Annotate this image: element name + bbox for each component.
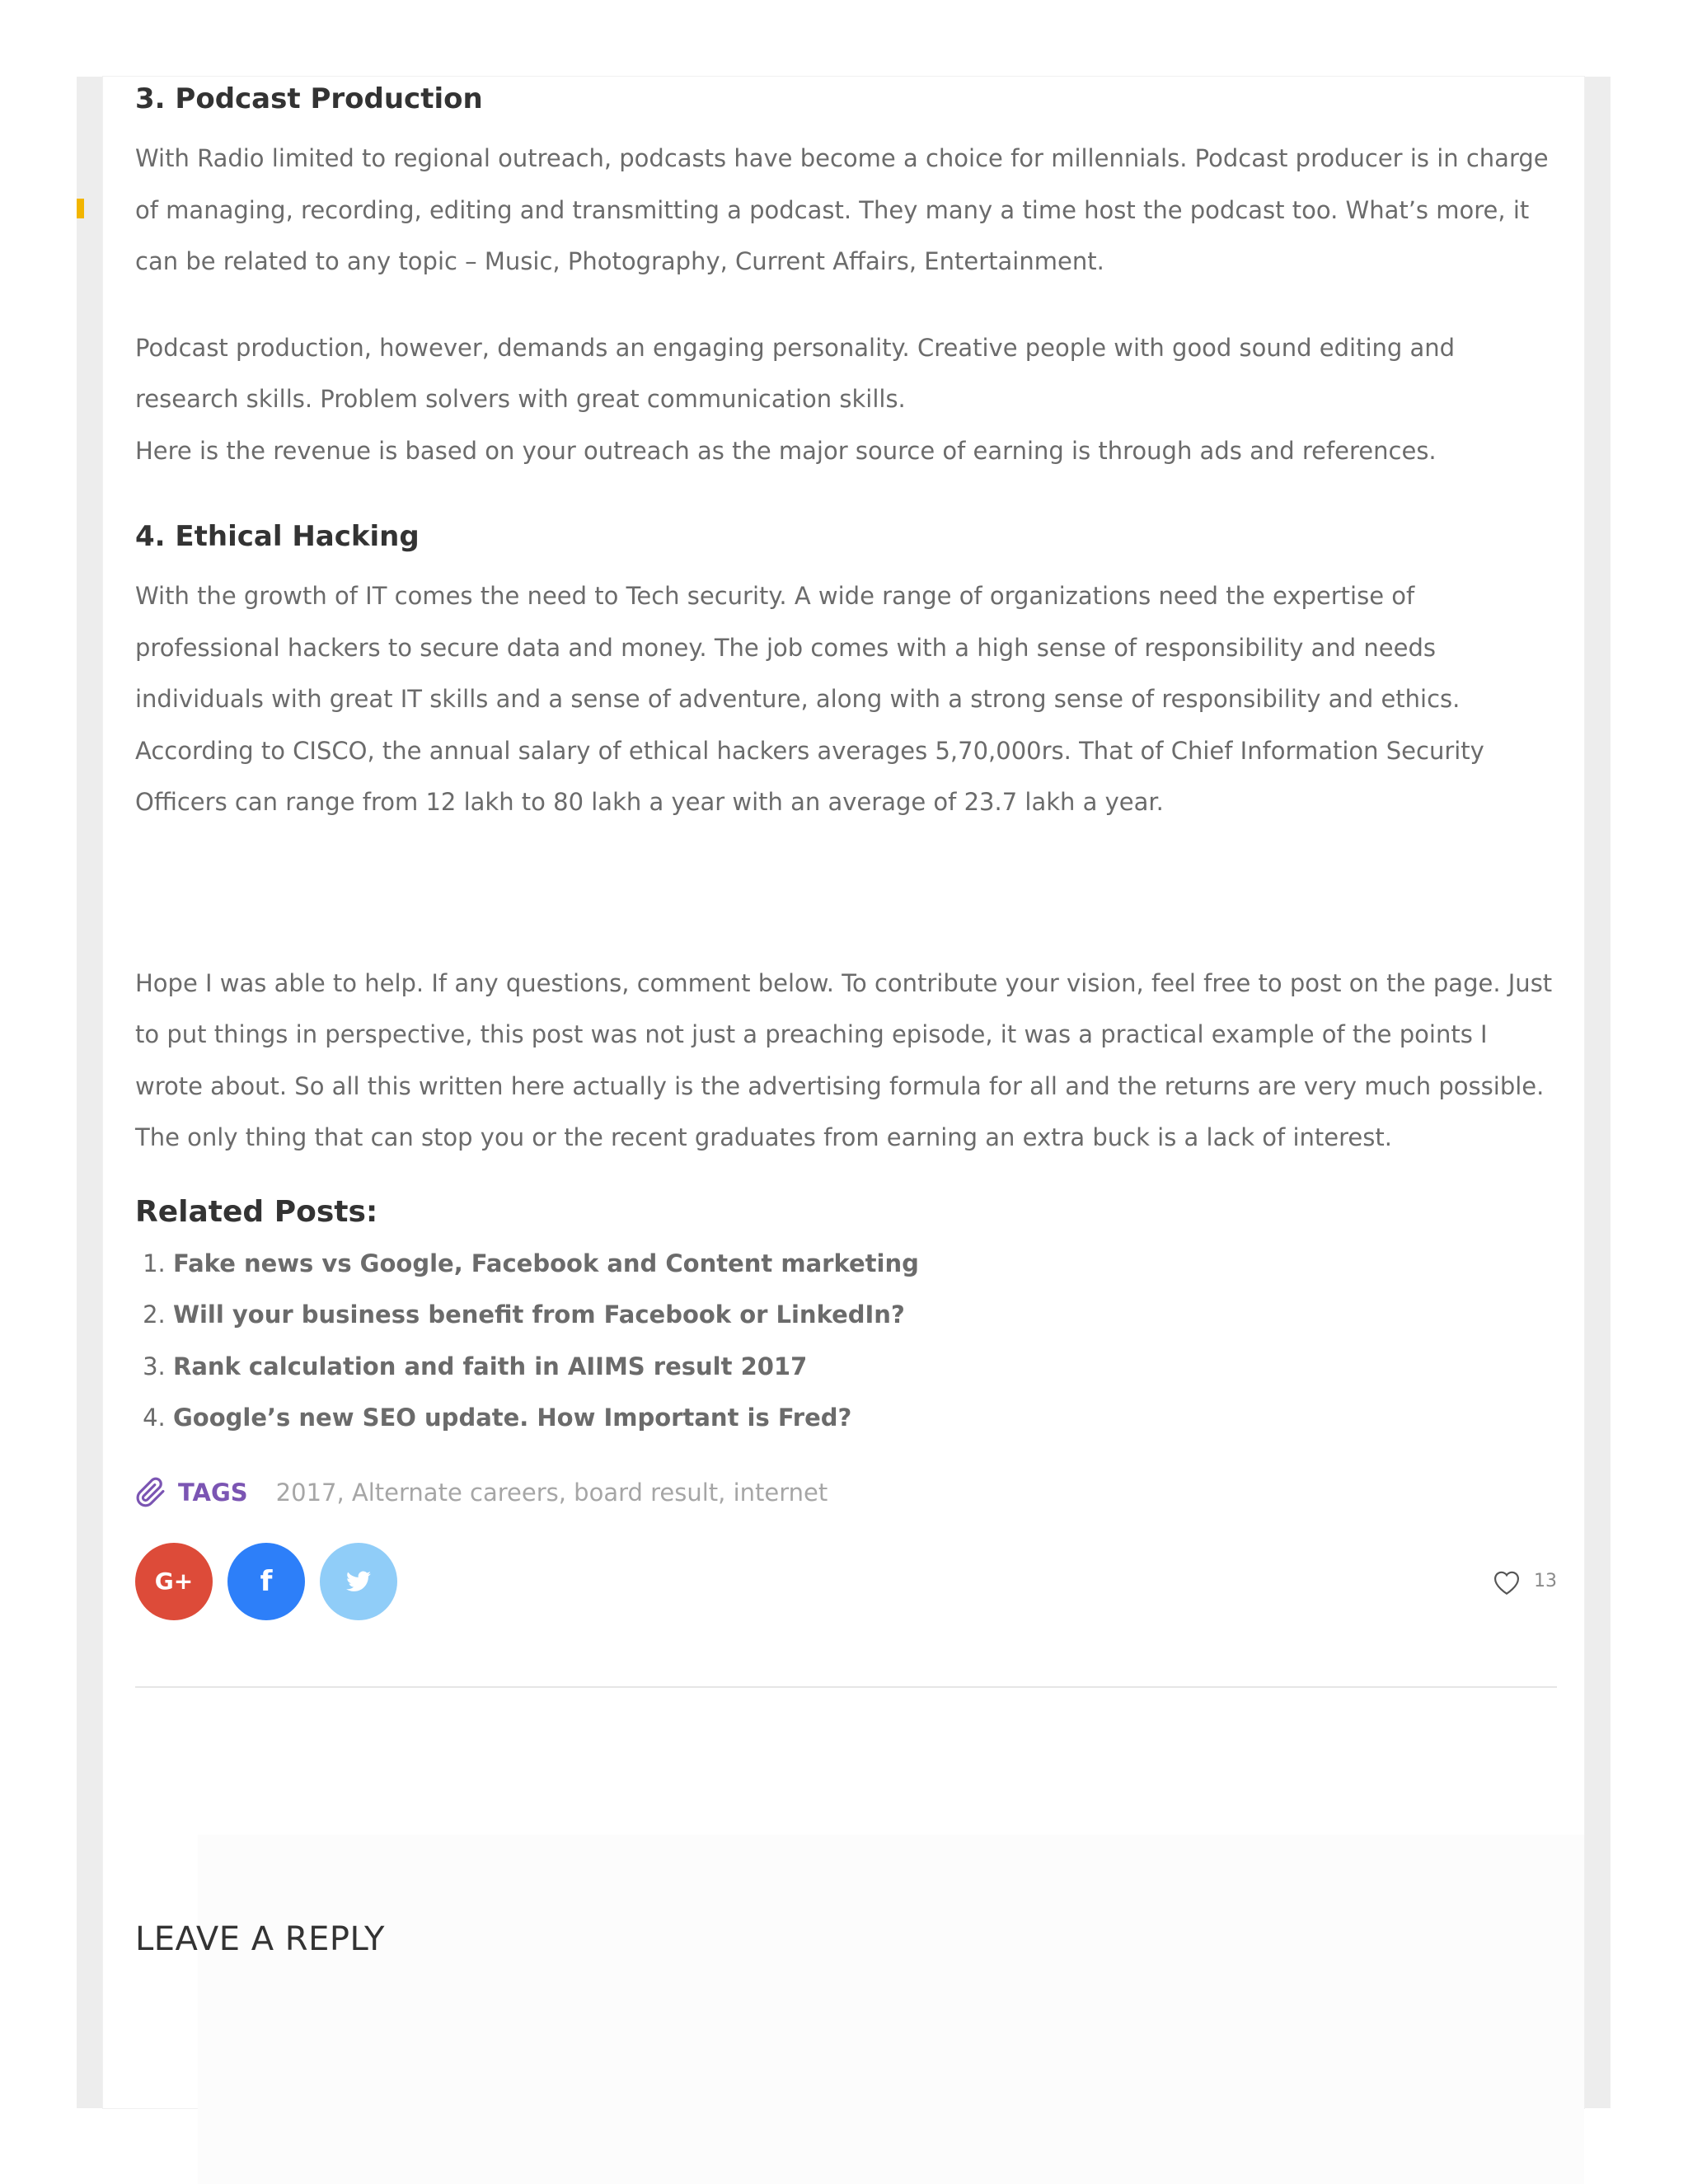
tags-row — [135, 1467, 1557, 1518]
google-plus-icon: G+ — [154, 1568, 194, 1595]
related-post-link[interactable]: Fake news vs Google, Facebook and Content marketing — [173, 1249, 919, 1277]
right-border-strip — [1584, 77, 1611, 2108]
paperclip-icon — [135, 1477, 166, 1508]
section-heading-podcast-production: 3. Podcast Production — [135, 82, 483, 115]
paragraph: With the growth of IT comes the need to Tech security. A wide range of organizations need the expertise of professional hackers to secure data and money. The job comes with a high sense of responsibility and needs individuals with great IT skills and a sense of adventure, along with a strong sense of responsibility and ethics. — [135, 582, 1461, 713]
reply-form-area — [198, 1835, 1584, 2184]
list-item — [173, 1392, 1557, 1444]
tags-list[interactable]: 2017, Alternate careers, board result, internet — [275, 1478, 828, 1507]
paragraph: Podcast production, however, demands an engaging personality. Creative people with good sound editing and research skills. Problem solvers with great communication skills. — [135, 333, 1456, 413]
related-post-link[interactable]: Will your business benefit from Facebook or LinkedIn? — [173, 1301, 905, 1329]
twitter-share-button[interactable] — [320, 1543, 397, 1620]
tags-label: TAGS — [178, 1478, 248, 1507]
conclusion-paragraph: Hope I was able to help. If any questions, comment below. To contribute your vision, feel free to post on the page. Just to put things in perspective, this post was not just a preaching episode, it was a practical example of the points I wrote about. So all this written here actually is the advertising formula for all and the returns are very much possible. The only thing that can stop you or the recent graduates from earning an extra buck is a lack of interest. — [135, 968, 1553, 1151]
left-border-strip — [77, 77, 103, 2108]
related-post-link[interactable]: Rank calculation and faith in AIIMS result 2017 — [173, 1352, 808, 1380]
related-posts-heading: Related Posts: — [135, 1194, 378, 1229]
paragraph: With Radio limited to regional outreach, podcasts have become a choice for millennials. Podcast producer is in charge of managing, recording, editing and transmitting a podcast. They many a time host the podcast too. What’s more, it can be related to any topic – Music, Photography, Current Affairs, Entertainment. — [135, 144, 1549, 275]
paragraph: According to CISCO, the annual salary of ethical hackers averages 5,70,000rs. That of Chief Information Security Officers can range from 12 lakh to 80 lakh a year with an average of 23.7 lakh a year. — [135, 736, 1484, 816]
facebook-icon: f — [260, 1564, 273, 1598]
paragraph: Here is the revenue is based on your outreach as the major source of earning is through ads and references. — [135, 436, 1437, 465]
like-counter[interactable] — [1491, 1568, 1557, 1596]
related-post-link[interactable]: Google’s new SEO update. How Important is Fred? — [173, 1404, 852, 1432]
list-item — [173, 1289, 1557, 1341]
share-row — [135, 1543, 1557, 1622]
related-posts-list — [135, 1238, 1557, 1444]
divider — [135, 1686, 1557, 1688]
twitter-bird-icon — [346, 1571, 371, 1592]
article-content — [135, 77, 1557, 1688]
leave-reply-heading: LEAVE A REPLY — [135, 1920, 385, 1958]
list-item — [173, 1341, 1557, 1393]
scroll-position-marker — [77, 199, 84, 218]
heart-icon — [1491, 1568, 1522, 1596]
facebook-share-button[interactable] — [227, 1543, 305, 1620]
list-item — [173, 1238, 1557, 1290]
section-heading-ethical-hacking: 4. Ethical Hacking — [135, 520, 420, 553]
like-count: 13 — [1534, 1571, 1557, 1591]
google-plus-share-button[interactable] — [135, 1543, 213, 1620]
